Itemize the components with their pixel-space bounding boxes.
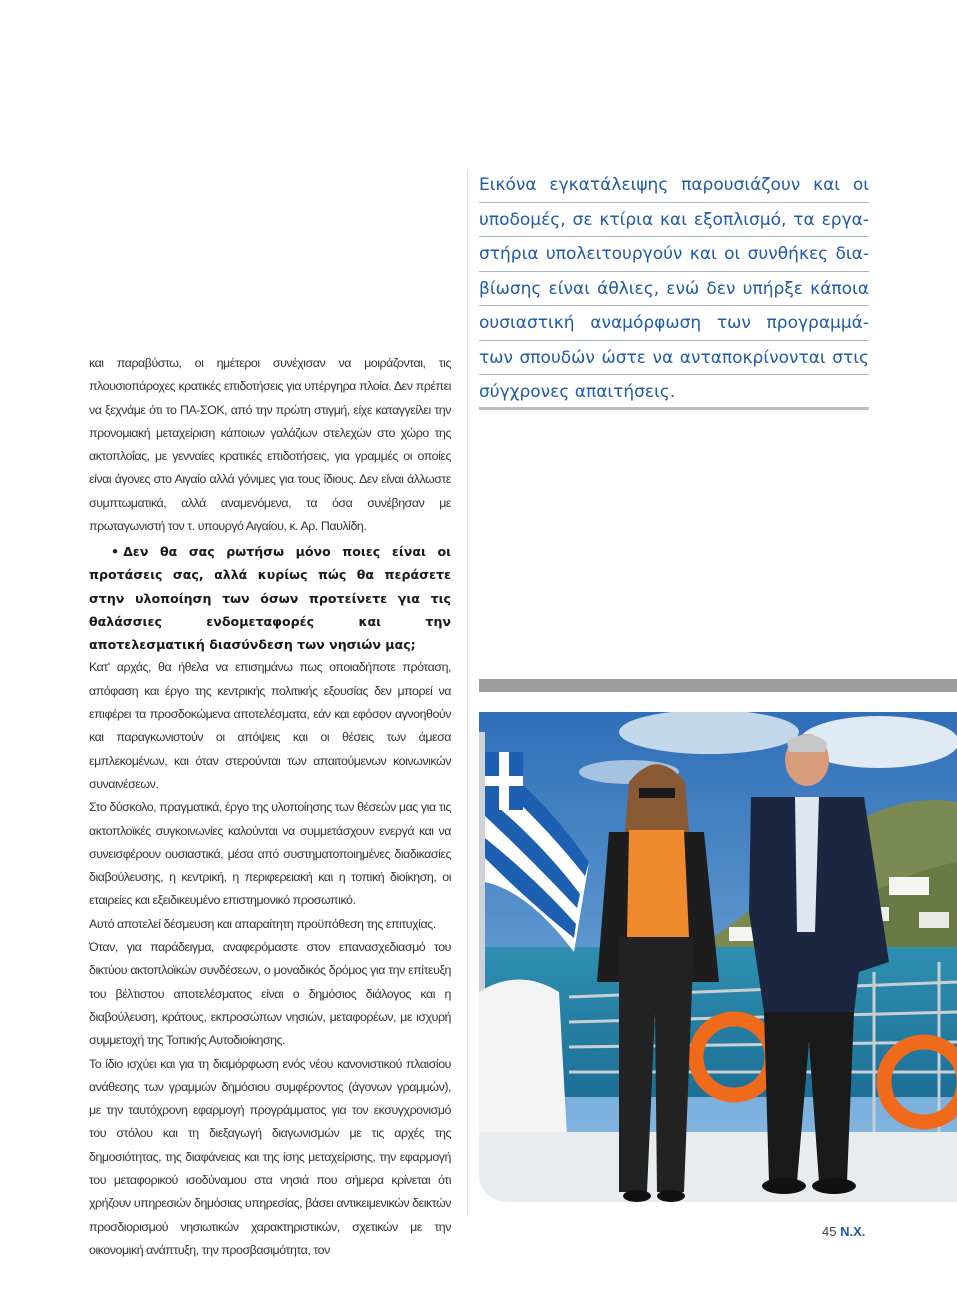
answer-paragraph: Αυτό αποτελεί δέσμευση και απαραίτητη προϋπόθεση της επιτυχίας.: [89, 916, 436, 931]
photo-illustration: [479, 712, 957, 1202]
interview-answer: [89, 656, 451, 1262]
ferry-deck-photo: [479, 712, 957, 1202]
pull-quote: [479, 168, 869, 410]
answer-paragraph: Το ίδιο ισχύει και για τη διαμόρφωση ενός νέου κανονιστικού πλαισίου ανάθεσης των γραμμών δημόσιου συμφέροντος (άγονων γραμμών), με την ταυτόχρονη εφαρμογή προγράμματος για τον εκσυγχρονισμό του στόλου και τη διεξαγωγή διαγωνισμών με τις αρχές της δημοσιότητας, της διαφάνειας και της ίσης μεταχείρισης, την εφαρμογή του μεταφορικού ισοδύναμου στα νησιά που σήμερα κρίνεται ότι χρήζουν υπηρεσιών δημόσιας υπηρεσίας, βάσει αντικειμενικών δεικτών προσδιορισμού νησιωτικών χαρακτηριστικών, σχετικών με την οικονομική ανάπτυξη, την προσβασιμότητα, τον: [89, 1056, 451, 1257]
question-text: Δεν θα σας ρωτήσω μόνο ποιες είναι οι προτάσεις σας, αλλά κυρίως πώς θα περάσετε στην υλοποίηση των όσων προτείνετε για τις θαλάσσιες ενδομεταφορές και την αποτελεσματική διασύνδεση των νησιών μας;: [89, 544, 451, 653]
bullet-icon: •: [111, 544, 120, 559]
answer-paragraph: Όταν, για παράδειγμα, αναφερόμαστε στον επανασχεδιασμό του δικτύου ακτοπλοϊκών συνδέσεων, ο μοναδικός δρόμος για την επίτευξη του βέλτιστου αποτελέσματος είναι ο δημόσιος διάλογος και η διαβούλευση, κράτους, εκπροσώπων νησιών, μεταφορέων, με ισχυρή συμμετοχή της Τοπικής Αυτοδιοίκησης.: [89, 940, 451, 1048]
pull-quote-line: Εικόνα εγκατάλειψης παρουσιάζουν και οι: [479, 168, 869, 203]
pull-quote-line: υποδομές, σε κτίρια και εξοπλισμό, τα εργα-: [479, 203, 869, 238]
column-divider: [467, 170, 468, 1215]
pull-quote-line: βίωσης είναι άθλιες, ενώ δεν υπήρξε κάποια: [479, 272, 869, 307]
answer-paragraph: Κατ' αρχάς, θα ήθελα να επισημάνω πως οποιαδήποτε πρόταση, απόφαση και έργο της κεντρικής πολιτικής εξουσίας δεν μπορεί να επιφέρει τα προσδοκώμενα αποτελέσματα, εάν και εφόσον αγνοηθούν και παραγκωνιστούν οι απόψεις και οι θέσεις των άμεσα εμπλεκομένων, και όταν στερούνται των απαιτούμενων κοινωνικών συναινέσεων.: [89, 660, 451, 791]
grey-separator-bar: [479, 679, 957, 692]
interview-block: [89, 540, 451, 1262]
page-number: 45: [822, 1224, 837, 1239]
answer-paragraph: Στο δύσκολο, πραγματικά, έργο της υλοποίησης των θέσεών μας για τις ακτοπλοϊκές συγκοινωνίες καλούνται να συμμετάσχουν ενεργά και να συνεισφέρουν ουσιαστικά, μέσα από συστηματοποιημένες διαδικασίες διαβούλευσης, η κεντρική, η περιφερειακή και η τοπική διοίκηση, οι εταιρείες και εξειδικευμένο επιστημονικό προσωπικό.: [89, 800, 451, 908]
pull-quote-line: στήρια υπολειτουργούν και οι συνθήκες δια-: [479, 237, 869, 272]
magazine-name: Ν.Χ.: [840, 1224, 866, 1239]
pull-quote-line: ουσιαστική αναμόρφωση των προγραμμά-: [479, 306, 869, 341]
page-folio: [822, 1224, 865, 1239]
interview-question: [89, 540, 451, 656]
pull-quote-line: σύγχρονες απαιτήσεις.: [479, 375, 869, 410]
intro-paragraph: και παραβύστω, οι ημέτεροι συνέχισαν να μοιράζονται, τις πλουσιοπάροχες κρατικές επιδοτήσεις για υπέργηρα πλοία. Δεν πρέπει να ξεχνάμε ότι το ΠΑ-ΣΟΚ, από την πρώτη στιγμή, είχε καταγγείλει την προνομιακή μεταχείριση κάποιων γαλάζιων στελεχών στο χώρο της ακτοπλοΐας, με γενναίες κρατικές επιδοτήσεις, για γραμμές οι οποίες είναι άγονες στο Αιγαίο αλλά γόνιμες για τους ίδιους. Δεν είναι άλλωστε συμπτωματικά, αλλά αναμενόμενα, τα όσα συνέβησαν με πρωταγωνιστή τον τ. υπουργό Αιγαίου, κ. Αρ. Παυλίδη.: [89, 356, 451, 534]
pull-quote-line: των σπουδών ώστε να ανταποκρίνονται στις: [479, 341, 869, 376]
intro-text-block: [89, 352, 451, 538]
